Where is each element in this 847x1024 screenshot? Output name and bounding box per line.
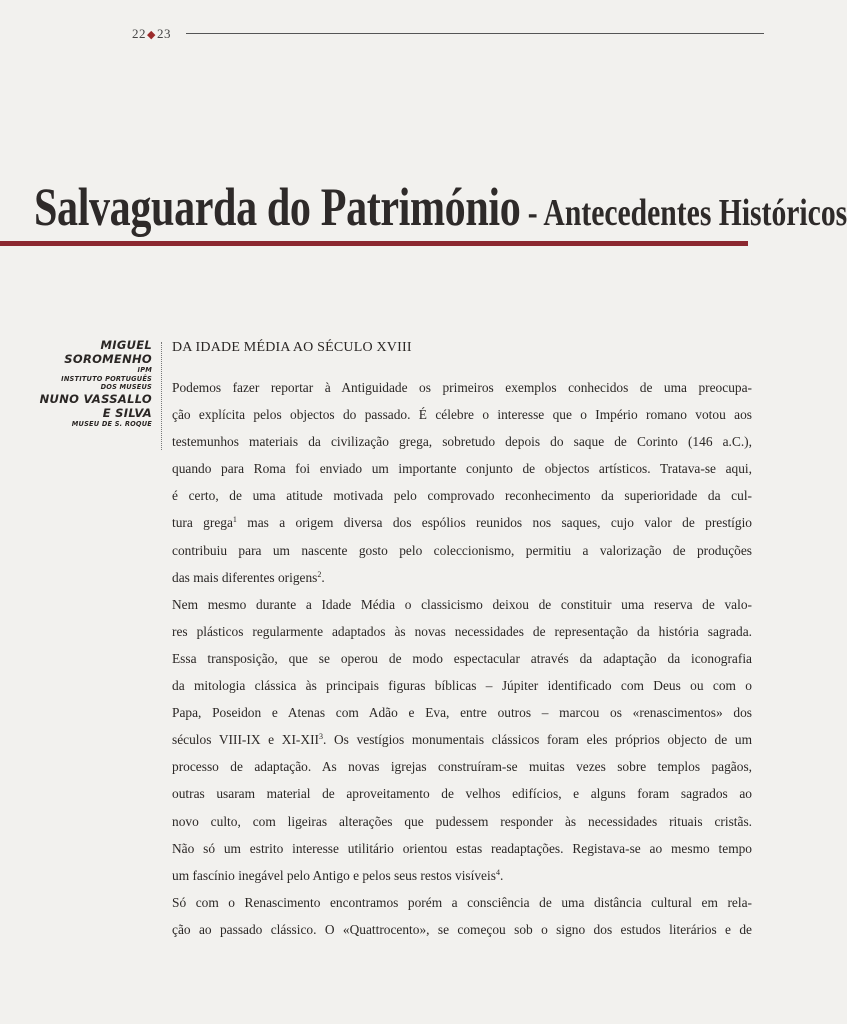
- text-line: processo de adaptação. As novas igrejas construíram-se muitas vezes sobre templos pagãos,: [172, 759, 752, 775]
- author-2-affiliation-1: MUSEU DE S. ROQUE: [71, 419, 152, 428]
- author-1-name-line-1: MIGUEL: [100, 338, 152, 352]
- text-fragment: séculos VIII-IX e XI-XII: [172, 732, 319, 748]
- page-number-right: 23: [156, 26, 171, 41]
- text-line: [172, 509, 752, 536]
- author-1-name-line-2: SOROMENHO: [64, 352, 152, 366]
- text-line: testemunhos materiais da civilização grega, sobretudo depois do saque de Corinto (146 a.C.),: [172, 434, 752, 450]
- text-line: Papa, Poseidon e Atenas com Adão e Eva, entre outros – marcou os «renascimentos» dos: [172, 705, 752, 721]
- text-line: outras usaram material de aproveitamento de velhos edifícios, e alguns foram sagrados ao: [172, 786, 752, 802]
- author-2-name-line-1: NUNO VASSALLO: [39, 391, 152, 406]
- text-line: quando para Roma foi enviado um importante conjunto de objectos artísticos. Tratava-se aqui,: [172, 461, 752, 477]
- text-line: res plásticos regularmente adaptados às novas necessidades de representação da história sagrada.: [172, 623, 752, 639]
- text-fragment: das mais diferentes origens: [172, 569, 318, 585]
- text-line: [172, 862, 752, 889]
- footnote-ref-3: 3: [318, 732, 323, 742]
- text-line: novo culto, com ligeiras alterações que pudessem responder às necessidades rituais cristãs.: [172, 813, 752, 829]
- text-fragment: .: [321, 569, 325, 585]
- text-line: Só com o Renascimento encontramos porém a consciência de uma distância cultural em rela-: [172, 894, 752, 910]
- text-line: Essa transposição, que se operou de modo espectacular através da adaptação da iconografia: [172, 650, 752, 666]
- footnote-ref-4: 4: [495, 867, 500, 877]
- author-divider: [161, 342, 162, 450]
- text-line: [172, 564, 752, 591]
- text-fragment: tura grega: [172, 515, 233, 531]
- page-title: [34, 176, 847, 238]
- text-fragment: . Os vestígios monumentais clássicos foram eles próprios objecto de um: [322, 732, 752, 748]
- page-numbers: [132, 26, 171, 42]
- footnote-ref-2: 2: [317, 569, 322, 579]
- text-line: é certo, de uma atitude motivada pelo comprovado reconhecimento da superioridade da cul-: [172, 488, 752, 504]
- title-main: Salvaguarda do Património: [34, 177, 521, 237]
- author-1-affiliation-2: INSTITUTO PORTUGUÊS: [61, 374, 152, 383]
- text-line: ção explícita pelos objectos do passado. É célebre o interesse que o Império romano votou aos: [172, 407, 752, 423]
- title-dash: -: [520, 192, 544, 234]
- section-heading: DA IDADE MÉDIA AO SÉCULO XVIII: [172, 340, 412, 355]
- text-line: Não só um estrito interesse utilitário orientou estas readaptações. Registava-se ao mesmo tempo: [172, 840, 752, 856]
- text-fragment: .: [499, 867, 504, 883]
- article-body: [172, 374, 752, 943]
- text-line: contribuiu para um nascente gosto pelo coleccionismo, permitiu a valorização de produções: [172, 542, 752, 558]
- text-line: Nem mesmo durante a Idade Média o classicismo deixou de constituir uma reserva de valo-: [172, 596, 752, 612]
- author-2-name-line-2: E SILVA: [102, 405, 152, 420]
- text-line: ção ao passado clássico. O «Quattrocento», se começou sob o signo dos estudos literários e de: [172, 921, 752, 937]
- footnote-ref-1: 1: [232, 515, 237, 525]
- text-line: [172, 726, 752, 753]
- text-fragment: um fascínio inegável pelo Antigo e pelos seus restos visíveis: [172, 867, 496, 883]
- diamond-icon: ◆: [147, 29, 156, 41]
- page-header: [132, 26, 764, 42]
- title-rule: [0, 241, 748, 246]
- text-line: Podemos fazer reportar à Antiguidade os primeiros exemplos conhecidos de uma preocupa-: [172, 380, 752, 395]
- author-1-affiliation-1: IPM: [137, 366, 152, 374]
- title-subtitle: Antecedentes Históricos: [543, 192, 847, 234]
- authors-block: [2, 338, 152, 428]
- text-fragment: mas a origem diversa dos espólios reunidos nos saques, cujo valor de prestígio: [247, 515, 752, 531]
- page-number-left: 22: [132, 26, 146, 41]
- header-rule: [186, 33, 764, 34]
- author-1-affiliation-3: DOS MUSEUS: [100, 383, 152, 391]
- text-line: da mitologia clássica às principais figuras bíblicas – Júpiter identificado com Deus ou com o: [172, 678, 752, 694]
